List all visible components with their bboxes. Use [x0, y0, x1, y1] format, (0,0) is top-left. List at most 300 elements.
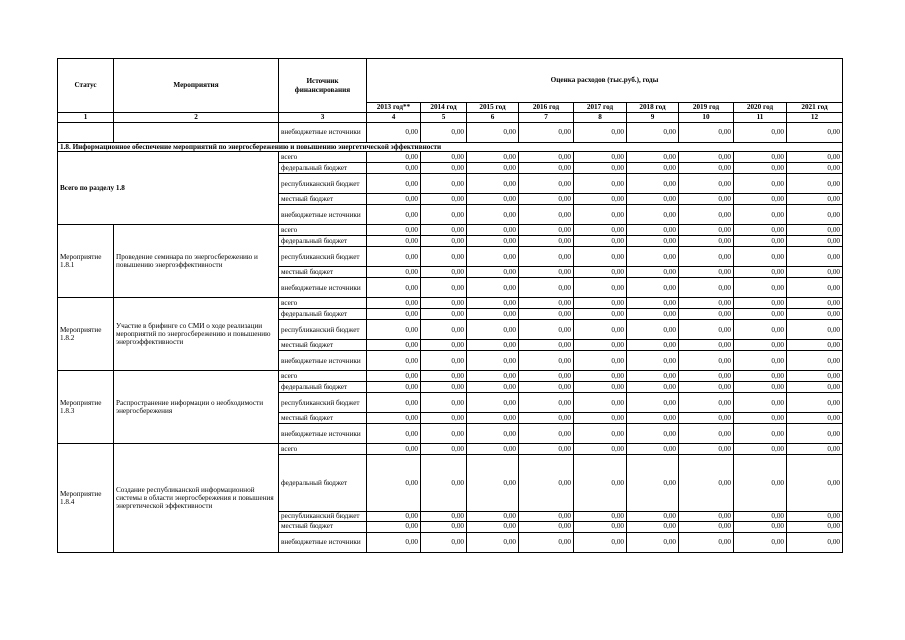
value-cell: 0,00 — [421, 174, 467, 194]
value-cell: 0,00 — [421, 236, 467, 247]
value-cell: 0,00 — [679, 298, 734, 309]
header-status: Статус — [58, 59, 114, 113]
value-cell: 0,00 — [627, 340, 679, 351]
value-cell: 0,00 — [627, 236, 679, 247]
value-cell: 0,00 — [467, 393, 519, 413]
value-cell: 0,00 — [421, 278, 467, 298]
value-cell: 0,00 — [787, 340, 843, 351]
column-index: 1 — [58, 113, 114, 123]
table-row — [58, 225, 843, 236]
value-cell: 0,00 — [367, 393, 421, 413]
value-cell: 0,00 — [574, 340, 627, 351]
value-cell: 0,00 — [467, 194, 519, 205]
value-cell: 0,00 — [734, 152, 787, 163]
value-cell: 0,00 — [679, 123, 734, 143]
value-cell: 0,00 — [421, 320, 467, 340]
value-cell: 0,00 — [734, 298, 787, 309]
value-cell: 0,00 — [519, 309, 574, 320]
value-cell: 0,00 — [787, 205, 843, 225]
source-cell: местный бюджет — [279, 267, 367, 278]
source-cell: внебюджетные источники — [279, 424, 367, 444]
value-cell: 0,00 — [467, 444, 519, 455]
value-cell: 0,00 — [467, 267, 519, 278]
header-year: 2018 год — [627, 103, 679, 113]
value-cell: 0,00 — [574, 298, 627, 309]
value-cell: 0,00 — [679, 152, 734, 163]
value-cell: 0,00 — [519, 340, 574, 351]
value-cell: 0,00 — [627, 393, 679, 413]
value-cell: 0,00 — [467, 163, 519, 174]
value-cell: 0,00 — [627, 152, 679, 163]
value-cell: 0,00 — [519, 278, 574, 298]
value-cell: 0,00 — [734, 174, 787, 194]
column-index: 12 — [787, 113, 843, 123]
value-cell: 0,00 — [467, 424, 519, 444]
event-name: Проведение семинара по энергосбережению и повышению энергоэффективности — [114, 225, 279, 298]
value-cell: 0,00 — [787, 194, 843, 205]
event-name: Распространение информации о необходимости энергосбережения — [114, 371, 279, 444]
source-cell: федеральный бюджет — [279, 309, 367, 320]
value-cell: 0,00 — [679, 267, 734, 278]
event-status: Мероприятие 1.8.4 — [58, 444, 114, 552]
value-cell: 0,00 — [367, 152, 421, 163]
value-cell: 0,00 — [367, 267, 421, 278]
value-cell: 0,00 — [519, 351, 574, 371]
value-cell: 0,00 — [627, 382, 679, 393]
value-cell: 0,00 — [627, 320, 679, 340]
value-cell: 0,00 — [574, 382, 627, 393]
header-year: 2013 год** — [367, 103, 421, 113]
value-cell: 0,00 — [734, 532, 787, 552]
value-cell: 0,00 — [574, 309, 627, 320]
header-row — [58, 59, 843, 103]
value-cell: 0,00 — [627, 532, 679, 552]
value-cell: 0,00 — [679, 351, 734, 371]
value-cell: 0,00 — [734, 382, 787, 393]
value-cell: 0,00 — [627, 444, 679, 455]
value-cell: 0,00 — [787, 163, 843, 174]
value-cell: 0,00 — [367, 205, 421, 225]
header-year: 2015 год — [467, 103, 519, 113]
value-cell: 0,00 — [467, 455, 519, 512]
value-cell: 0,00 — [679, 532, 734, 552]
value-cell: 0,00 — [734, 340, 787, 351]
column-index: 3 — [279, 113, 367, 123]
value-cell: 0,00 — [421, 512, 467, 521]
table-row — [58, 152, 843, 163]
value-cell: 0,00 — [627, 512, 679, 521]
value-cell: 0,00 — [367, 247, 421, 267]
value-cell: 0,00 — [787, 123, 843, 143]
value-cell: 0,00 — [787, 320, 843, 340]
value-cell: 0,00 — [787, 455, 843, 512]
value-cell: 0,00 — [519, 444, 574, 455]
source-cell: федеральный бюджет — [279, 455, 367, 512]
value-cell: 0,00 — [421, 424, 467, 444]
value-cell: 0,00 — [421, 225, 467, 236]
value-cell: 0,00 — [734, 320, 787, 340]
value-cell: 0,00 — [421, 152, 467, 163]
value-cell: 0,00 — [734, 371, 787, 382]
source-cell: республиканский бюджет — [279, 320, 367, 340]
value-cell: 0,00 — [367, 371, 421, 382]
event-name: Создание республиканской информационной системы в области энергосбережения и повышения энергетической эффективности — [114, 444, 279, 552]
event-status: Мероприятие 1.8.2 — [58, 298, 114, 371]
expense-table — [57, 58, 843, 553]
value-cell: 0,00 — [679, 371, 734, 382]
value-cell: 0,00 — [787, 371, 843, 382]
source-cell: республиканский бюджет — [279, 393, 367, 413]
value-cell: 0,00 — [467, 521, 519, 532]
value-cell: 0,00 — [467, 247, 519, 267]
event-status: Мероприятие 1.8.3 — [58, 371, 114, 444]
source-cell: внебюджетные источники — [279, 205, 367, 225]
value-cell: 0,00 — [367, 512, 421, 521]
value-cell: 0,00 — [787, 298, 843, 309]
value-cell: 0,00 — [519, 298, 574, 309]
value-cell: 0,00 — [734, 512, 787, 521]
value-cell: 0,00 — [467, 236, 519, 247]
value-cell: 0,00 — [467, 225, 519, 236]
value-cell: 0,00 — [627, 123, 679, 143]
value-cell: 0,00 — [467, 152, 519, 163]
value-cell: 0,00 — [627, 298, 679, 309]
value-cell: 0,00 — [467, 512, 519, 521]
value-cell: 0,00 — [734, 309, 787, 320]
value-cell: 0,00 — [574, 424, 627, 444]
value-cell: 0,00 — [679, 521, 734, 532]
value-cell: 0,00 — [574, 163, 627, 174]
value-cell: 0,00 — [734, 455, 787, 512]
value-cell: 0,00 — [734, 236, 787, 247]
value-cell: 0,00 — [519, 382, 574, 393]
header-year: 2020 год — [734, 103, 787, 113]
source-cell: федеральный бюджет — [279, 163, 367, 174]
value-cell: 0,00 — [679, 393, 734, 413]
value-cell: 0,00 — [627, 424, 679, 444]
column-index: 5 — [421, 113, 467, 123]
value-cell: 0,00 — [679, 382, 734, 393]
event-name: Участие в брифинге со СМИ о ходе реализации мероприятий по энергосбережению и повышению энергоэффективности — [114, 298, 279, 371]
value-cell: 0,00 — [421, 532, 467, 552]
value-cell: 0,00 — [574, 194, 627, 205]
header-year: 2017 год — [574, 103, 627, 113]
value-cell: 0,00 — [367, 320, 421, 340]
column-index: 10 — [679, 113, 734, 123]
column-index: 6 — [467, 113, 519, 123]
value-cell: 0,00 — [421, 298, 467, 309]
value-cell: 0,00 — [787, 267, 843, 278]
value-cell: 0,00 — [787, 413, 843, 424]
value-cell: 0,00 — [467, 298, 519, 309]
header-year: 2014 год — [421, 103, 467, 113]
value-cell: 0,00 — [574, 174, 627, 194]
value-cell: 0,00 — [574, 413, 627, 424]
value-cell: 0,00 — [574, 371, 627, 382]
value-cell: 0,00 — [627, 351, 679, 371]
value-cell: 0,00 — [734, 123, 787, 143]
column-index: 11 — [734, 113, 787, 123]
value-cell: 0,00 — [367, 340, 421, 351]
event-status: Мероприятие 1.8.1 — [58, 225, 114, 298]
value-cell: 0,00 — [519, 532, 574, 552]
value-cell: 0,00 — [734, 247, 787, 267]
value-cell: 0,00 — [519, 371, 574, 382]
value-cell: 0,00 — [679, 278, 734, 298]
value-cell: 0,00 — [734, 521, 787, 532]
value-cell: 0,00 — [627, 521, 679, 532]
header-year: 2019 год — [679, 103, 734, 113]
value-cell: 0,00 — [519, 512, 574, 521]
value-cell: 0,00 — [519, 174, 574, 194]
value-cell: 0,00 — [367, 236, 421, 247]
value-cell: 0,00 — [519, 393, 574, 413]
column-index: 8 — [574, 113, 627, 123]
value-cell: 0,00 — [367, 194, 421, 205]
value-cell: 0,00 — [367, 123, 421, 143]
value-cell: 0,00 — [627, 225, 679, 236]
value-cell: 0,00 — [679, 247, 734, 267]
value-cell: 0,00 — [421, 309, 467, 320]
value-cell: 0,00 — [734, 278, 787, 298]
value-cell: 0,00 — [367, 163, 421, 174]
value-cell: 0,00 — [367, 298, 421, 309]
empty-cell — [58, 123, 114, 143]
value-cell: 0,00 — [627, 413, 679, 424]
value-cell: 0,00 — [574, 247, 627, 267]
header-source: Источник финансирования — [279, 59, 367, 113]
value-cell: 0,00 — [574, 236, 627, 247]
value-cell: 0,00 — [627, 455, 679, 512]
value-cell: 0,00 — [421, 444, 467, 455]
value-cell: 0,00 — [574, 320, 627, 340]
source-cell: всего — [279, 371, 367, 382]
table-row — [58, 444, 843, 455]
value-cell: 0,00 — [519, 205, 574, 225]
value-cell: 0,00 — [367, 351, 421, 371]
value-cell: 0,00 — [367, 225, 421, 236]
value-cell: 0,00 — [519, 225, 574, 236]
section-total-label: Всего по разделу 1.8 — [58, 152, 279, 225]
table-body — [58, 59, 843, 553]
empty-cell — [114, 123, 279, 143]
value-cell: 0,00 — [574, 393, 627, 413]
source-cell: местный бюджет — [279, 521, 367, 532]
value-cell: 0,00 — [467, 340, 519, 351]
value-cell: 0,00 — [467, 123, 519, 143]
value-cell: 0,00 — [467, 278, 519, 298]
column-index: 7 — [519, 113, 574, 123]
value-cell: 0,00 — [519, 123, 574, 143]
value-cell: 0,00 — [679, 236, 734, 247]
value-cell: 0,00 — [734, 444, 787, 455]
value-cell: 0,00 — [734, 351, 787, 371]
value-cell: 0,00 — [787, 521, 843, 532]
source-cell: федеральный бюджет — [279, 382, 367, 393]
source-cell: всего — [279, 152, 367, 163]
value-cell: 0,00 — [787, 225, 843, 236]
value-cell: 0,00 — [421, 413, 467, 424]
value-cell: 0,00 — [734, 205, 787, 225]
value-cell: 0,00 — [467, 413, 519, 424]
source-cell: местный бюджет — [279, 340, 367, 351]
value-cell: 0,00 — [627, 205, 679, 225]
value-cell: 0,00 — [734, 267, 787, 278]
section-title: 1.8. Информационное обеспечение мероприятий по энергосбережению и повышению энергетической эффективности — [58, 143, 843, 152]
value-cell: 0,00 — [679, 309, 734, 320]
value-cell: 0,00 — [367, 424, 421, 444]
value-cell: 0,00 — [519, 424, 574, 444]
value-cell: 0,00 — [787, 424, 843, 444]
column-index: 4 — [367, 113, 421, 123]
value-cell: 0,00 — [421, 351, 467, 371]
value-cell: 0,00 — [679, 444, 734, 455]
value-cell: 0,00 — [467, 320, 519, 340]
value-cell: 0,00 — [734, 163, 787, 174]
value-cell: 0,00 — [421, 455, 467, 512]
value-cell: 0,00 — [627, 278, 679, 298]
value-cell: 0,00 — [787, 532, 843, 552]
value-cell: 0,00 — [421, 247, 467, 267]
value-cell: 0,00 — [679, 413, 734, 424]
source-cell: республиканский бюджет — [279, 512, 367, 521]
value-cell: 0,00 — [679, 174, 734, 194]
value-cell: 0,00 — [679, 194, 734, 205]
value-cell: 0,00 — [787, 278, 843, 298]
value-cell: 0,00 — [679, 205, 734, 225]
value-cell: 0,00 — [574, 512, 627, 521]
value-cell: 0,00 — [627, 163, 679, 174]
value-cell: 0,00 — [467, 309, 519, 320]
value-cell: 0,00 — [367, 174, 421, 194]
value-cell: 0,00 — [574, 521, 627, 532]
value-cell: 0,00 — [679, 163, 734, 174]
value-cell: 0,00 — [421, 267, 467, 278]
value-cell: 0,00 — [627, 247, 679, 267]
value-cell: 0,00 — [734, 393, 787, 413]
value-cell: 0,00 — [367, 455, 421, 512]
value-cell: 0,00 — [627, 174, 679, 194]
source-cell: федеральный бюджет — [279, 236, 367, 247]
column-index: 9 — [627, 113, 679, 123]
value-cell: 0,00 — [787, 152, 843, 163]
value-cell: 0,00 — [734, 413, 787, 424]
value-cell: 0,00 — [421, 521, 467, 532]
value-cell: 0,00 — [679, 320, 734, 340]
value-cell: 0,00 — [679, 512, 734, 521]
table-row — [58, 371, 843, 382]
value-cell: 0,00 — [574, 123, 627, 143]
source-cell: всего — [279, 225, 367, 236]
source-cell: внебюджетные источники — [279, 123, 367, 143]
value-cell: 0,00 — [574, 444, 627, 455]
value-cell: 0,00 — [421, 163, 467, 174]
value-cell: 0,00 — [467, 371, 519, 382]
value-cell: 0,00 — [787, 393, 843, 413]
value-cell: 0,00 — [787, 444, 843, 455]
source-cell: местный бюджет — [279, 194, 367, 205]
value-cell: 0,00 — [519, 247, 574, 267]
value-cell: 0,00 — [367, 532, 421, 552]
value-cell: 0,00 — [627, 371, 679, 382]
value-cell: 0,00 — [519, 267, 574, 278]
value-cell: 0,00 — [574, 278, 627, 298]
value-cell: 0,00 — [679, 225, 734, 236]
value-cell: 0,00 — [421, 382, 467, 393]
value-cell: 0,00 — [734, 225, 787, 236]
value-cell: 0,00 — [574, 267, 627, 278]
value-cell: 0,00 — [467, 532, 519, 552]
source-cell: внебюджетные источники — [279, 278, 367, 298]
value-cell: 0,00 — [421, 393, 467, 413]
source-cell: внебюджетные источники — [279, 351, 367, 371]
value-cell: 0,00 — [519, 320, 574, 340]
value-cell: 0,00 — [367, 382, 421, 393]
value-cell: 0,00 — [574, 532, 627, 552]
value-cell: 0,00 — [574, 225, 627, 236]
source-cell: внебюджетные источники — [279, 532, 367, 552]
column-index: 2 — [114, 113, 279, 123]
value-cell: 0,00 — [367, 413, 421, 424]
value-cell: 0,00 — [679, 340, 734, 351]
value-cell: 0,00 — [679, 424, 734, 444]
source-cell: всего — [279, 444, 367, 455]
value-cell: 0,00 — [519, 194, 574, 205]
value-cell: 0,00 — [367, 309, 421, 320]
value-cell: 0,00 — [421, 340, 467, 351]
value-cell: 0,00 — [787, 351, 843, 371]
value-cell: 0,00 — [574, 205, 627, 225]
value-cell: 0,00 — [519, 455, 574, 512]
value-cell: 0,00 — [574, 152, 627, 163]
value-cell: 0,00 — [627, 194, 679, 205]
header-events: Мероприятия — [114, 59, 279, 113]
value-cell: 0,00 — [421, 371, 467, 382]
source-cell: всего — [279, 298, 367, 309]
header-year: 2016 год — [519, 103, 574, 113]
value-cell: 0,00 — [787, 382, 843, 393]
value-cell: 0,00 — [787, 512, 843, 521]
value-cell: 0,00 — [519, 152, 574, 163]
value-cell: 0,00 — [467, 205, 519, 225]
value-cell: 0,00 — [421, 194, 467, 205]
value-cell: 0,00 — [734, 424, 787, 444]
value-cell: 0,00 — [627, 267, 679, 278]
column-index-row — [58, 113, 843, 123]
value-cell: 0,00 — [519, 521, 574, 532]
table-row — [58, 298, 843, 309]
value-cell: 0,00 — [574, 351, 627, 371]
value-cell: 0,00 — [467, 351, 519, 371]
value-cell: 0,00 — [679, 455, 734, 512]
table-row — [58, 123, 843, 143]
section-row — [58, 143, 843, 152]
value-cell: 0,00 — [519, 163, 574, 174]
value-cell: 0,00 — [519, 413, 574, 424]
value-cell: 0,00 — [734, 194, 787, 205]
value-cell: 0,00 — [627, 309, 679, 320]
source-cell: местный бюджет — [279, 413, 367, 424]
value-cell: 0,00 — [519, 236, 574, 247]
header-estimate: Оценка расходов (тыс.руб.), годы — [367, 59, 843, 103]
value-cell: 0,00 — [421, 123, 467, 143]
value-cell: 0,00 — [367, 444, 421, 455]
value-cell: 0,00 — [787, 236, 843, 247]
value-cell: 0,00 — [574, 455, 627, 512]
value-cell: 0,00 — [367, 278, 421, 298]
source-cell: республиканский бюджет — [279, 247, 367, 267]
value-cell: 0,00 — [467, 382, 519, 393]
